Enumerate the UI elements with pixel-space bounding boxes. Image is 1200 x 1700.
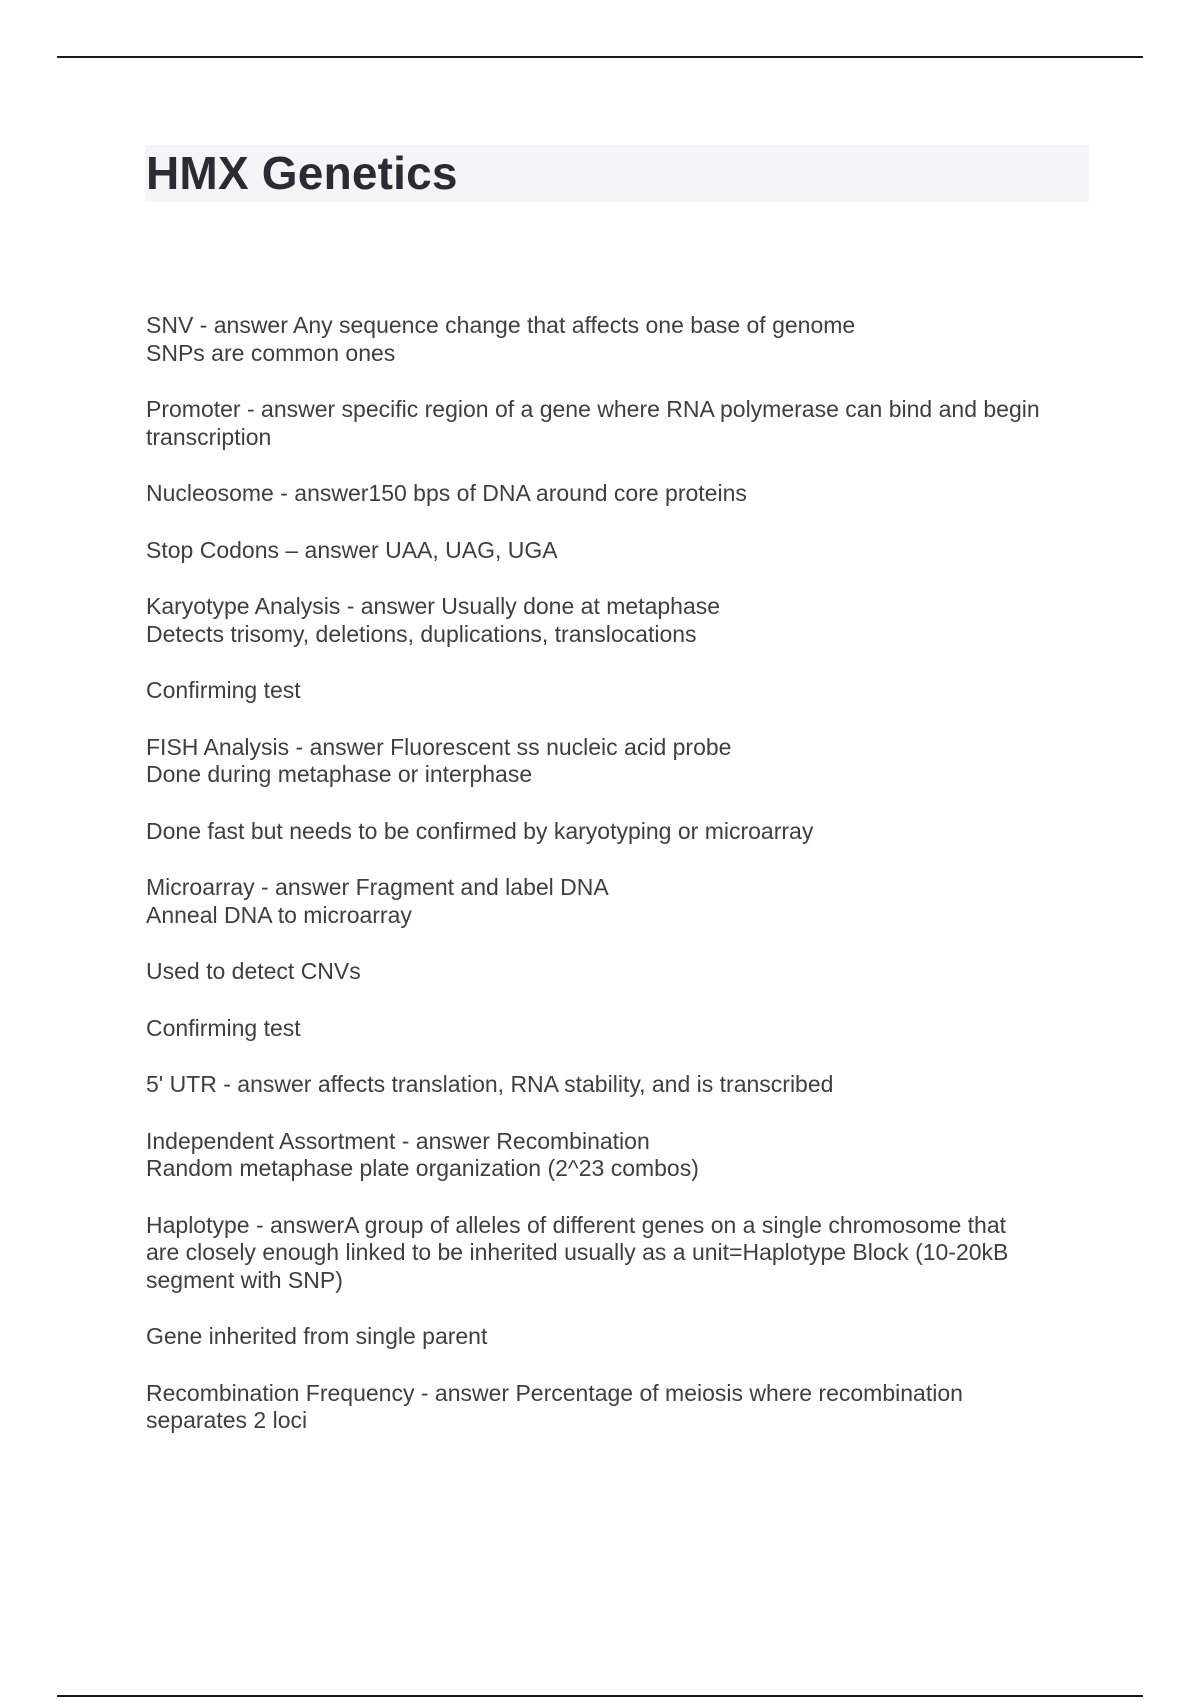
qa-paragraph — [146, 1128, 1091, 1183]
paragraph-line: SNPs are common ones — [146, 339, 396, 366]
paragraph-line: Gene inherited from single parent — [146, 1323, 488, 1349]
qa-paragraph — [146, 537, 1091, 565]
qa-paragraph — [146, 958, 1091, 986]
paragraph-line: FISH Analysis - answer Fluorescent ss nucleic acid probe — [146, 733, 732, 760]
qa-paragraph — [146, 734, 1091, 789]
paragraph-line: Confirming test — [146, 677, 301, 703]
page-title: HMX Genetics — [146, 147, 458, 199]
qa-paragraph — [146, 1071, 1091, 1099]
qa-paragraph — [146, 874, 1091, 929]
paragraph-line: separates 2 loci — [146, 1407, 308, 1433]
paragraph-line: Haplotype - answerA group of alleles of different genes on a single chromosome that — [146, 1211, 1007, 1238]
paragraph-line: Stop Codons – answer UAA, UAG, UGA — [146, 536, 558, 563]
paragraph-line: 5' UTR - answer affects translation, RNA stability, and is transcribed — [146, 1071, 834, 1097]
paragraph-line: Nucleosome - answer150 bps of DNA around core proteins — [146, 480, 747, 506]
qa-paragraph — [146, 1323, 1091, 1351]
paragraph-line: Independent Assortment - answer Recombination — [146, 1127, 650, 1154]
paragraph-line: Anneal DNA to microarray — [146, 901, 412, 928]
qa-paragraph — [146, 396, 1091, 451]
qa-paragraph — [146, 1212, 1091, 1295]
qa-paragraph — [146, 593, 1091, 648]
footer-rule — [57, 1695, 1143, 1697]
paragraph-line: Confirming test — [146, 1014, 301, 1041]
qa-paragraph — [146, 1015, 1091, 1043]
paragraph-line: Recombination Frequency - answer Percentage of meiosis where recombination — [146, 1379, 963, 1406]
qa-paragraph — [146, 480, 1091, 508]
paragraph-line: SNV - answer Any sequence change that affects one base of genome — [146, 312, 856, 338]
qa-paragraph — [146, 677, 1091, 705]
qa-paragraph — [146, 818, 1091, 846]
paragraph-line: are closely enough linked to be inherited usually as a unit=Haplotype Block (10-20kB — [146, 1239, 1009, 1265]
paragraph-line: Done during metaphase or interphase — [146, 761, 533, 787]
header-rule — [57, 56, 1143, 58]
paragraph-line: Detects trisomy, deletions, duplications, translocations — [146, 620, 697, 647]
paragraph-line: Random metaphase plate organization (2^23 combos) — [146, 1155, 699, 1181]
document-body — [146, 312, 1091, 1464]
qa-paragraph — [146, 312, 1091, 367]
qa-paragraph — [146, 1380, 1091, 1435]
paragraph-line: transcription — [146, 423, 272, 450]
paragraph-line: Used to detect CNVs — [146, 958, 361, 984]
paragraph-line: Karyotype Analysis - answer Usually done at metaphase — [146, 593, 721, 619]
paragraph-line: Done fast but needs to be confirmed by karyotyping or microarray — [146, 817, 814, 844]
paragraph-line: Microarray - answer Fragment and label DNA — [146, 874, 609, 900]
paragraph-line: Promoter - answer specific region of a gene where RNA polymerase can bind and begin — [146, 396, 1040, 422]
paragraph-line: segment with SNP) — [146, 1266, 343, 1293]
